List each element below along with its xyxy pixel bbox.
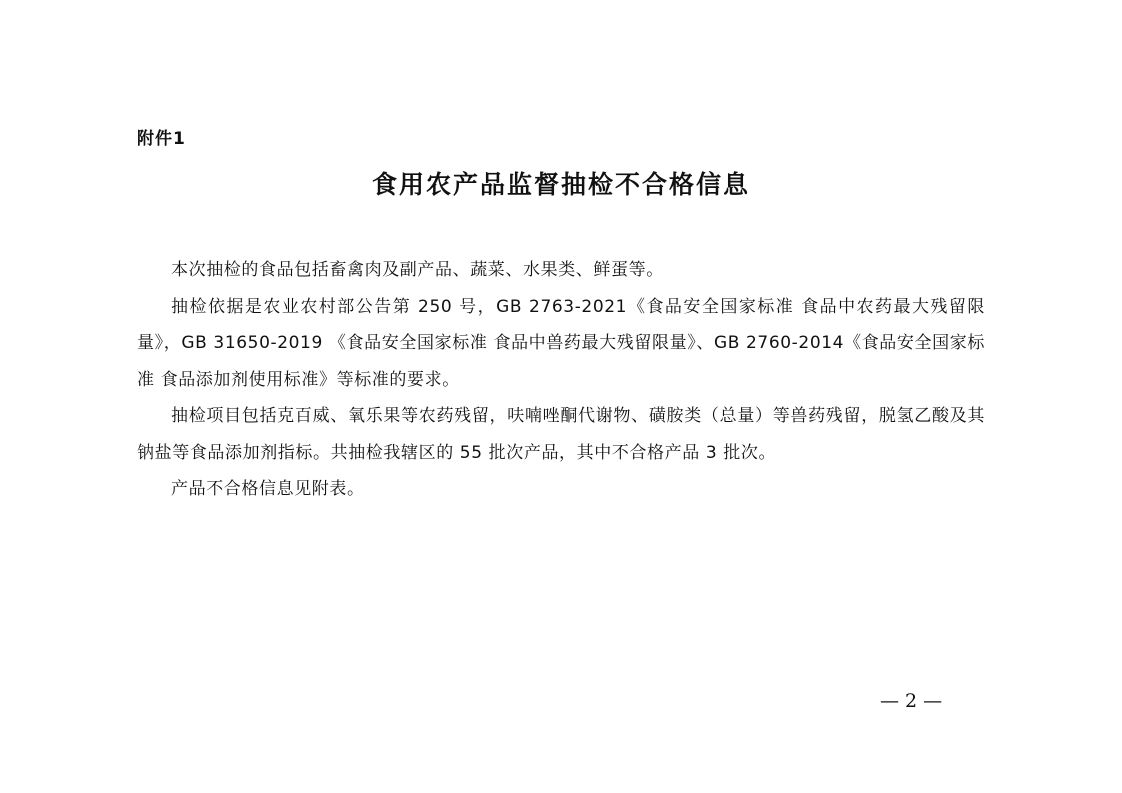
document-body [137,252,985,508]
page-number: — 2 — [880,690,943,712]
document-title: 食用农产品监督抽检不合格信息 [371,170,750,199]
paragraph-items: 抽检项目包括克百威、氧乐果等农药残留，呋喃唑酮代谢物、磺胺类（总量）等兽药残留，脱氢乙酸及其钠盐等食品添加剂指标。共抽检我辖区的 55 批次产品，其中不合格产品 3 批次。 [137,406,985,463]
paragraph-attachment-note: 产品不合格信息见附表。 [171,479,365,499]
attachment-label: 附件1 [137,129,186,149]
paragraph-scope: 本次抽检的食品包括畜禽肉及副产品、蔬菜、水果类、鲜蛋等。 [171,260,664,280]
paragraph-basis: 抽检依据是农业农村部公告第 250 号，GB 2763-2021《食品安全国家标准 食品中农药最大残留限量》，GB 31650-2019 《食品安全国家标准 食品中兽药最大残留限量》、GB 2760-2014《食品安全国家标准 食品添加剂使用标准》等标准的要求。 [137,296,985,390]
